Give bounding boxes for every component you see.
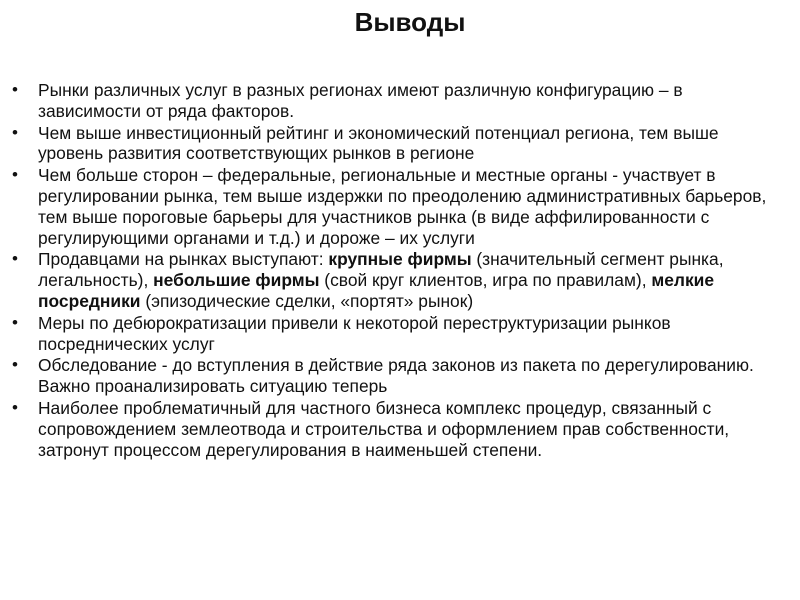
bullet-text-1: Рынки различных услуг в разных регионах имеют различную конфигурацию – в зависимости от ряда факторов.	[38, 80, 683, 121]
bullet-dot-icon: •	[12, 80, 18, 99]
bullet-item-3	[10, 165, 785, 248]
bullet-dot-icon: •	[12, 397, 18, 417]
bullet-dot-icon: •	[12, 355, 18, 375]
bullet-item-5	[10, 313, 785, 355]
bullet-text-6: Обследование - до вступления в действие ряда законов из пакета по дерегулированию. Важно проанализировать ситуацию теперь	[38, 355, 754, 397]
bullet-dot-icon: •	[12, 122, 18, 142]
bullet-list	[10, 80, 785, 461]
bullet-text-2: Чем выше инвестиционный рейтинг и экономический потенциал региона, тем выше уровень развития соответствующих рынков в регионе	[38, 122, 719, 164]
bullet-text-5: Меры по дебюрократизации привели к некоторой переструктуризации рынков посреднических услуг	[38, 312, 671, 354]
bullet-text-7: Наиболее проблематичный для частного бизнеса комплекс процедур, связанный с сопровождением землеотвода и строительства и оформлением прав собственности, затронут процессом дерегулирования в наименьшей степени.	[38, 397, 730, 460]
bullet-text-4-large-desc: (значительный сегмент рынка, легальность),	[38, 249, 724, 291]
bullet-text-4-intermediaries-desc: (эпизодические сделки, «портят» рынок)	[140, 290, 474, 311]
bullet-item-2	[10, 123, 785, 165]
emphasis-small-firms: небольшие фирмы	[153, 270, 320, 291]
bullet-item-6	[10, 355, 785, 397]
bullet-text-4-intro: Продавцами на рынках выступают:	[38, 249, 329, 270]
bullet-item-7	[10, 398, 785, 460]
bullet-dot-icon: •	[12, 312, 18, 332]
bullet-item-4	[10, 249, 785, 311]
bullet-dot-icon: •	[12, 165, 18, 185]
slide-title: Выводы	[354, 7, 466, 37]
bullet-item-1	[10, 80, 785, 122]
bullet-text-3: Чем больше сторон – федеральные, региональные и местные органы - участвует в регулировании рынка, тем выше издержки по преодолению административных барьеров, тем выше пороговые барьеры для участников рынка (в виде аффилированности с регулирующими органами и т.д.) и дороже – их услуги	[38, 165, 767, 248]
bullet-dot-icon: •	[12, 249, 18, 269]
emphasis-small-intermediaries: мелкие посредники	[38, 270, 715, 311]
emphasis-large-firms: крупные фирмы	[328, 249, 472, 270]
bullet-text-4-small-desc: (свой круг клиентов, игра по правилам),	[319, 270, 652, 291]
